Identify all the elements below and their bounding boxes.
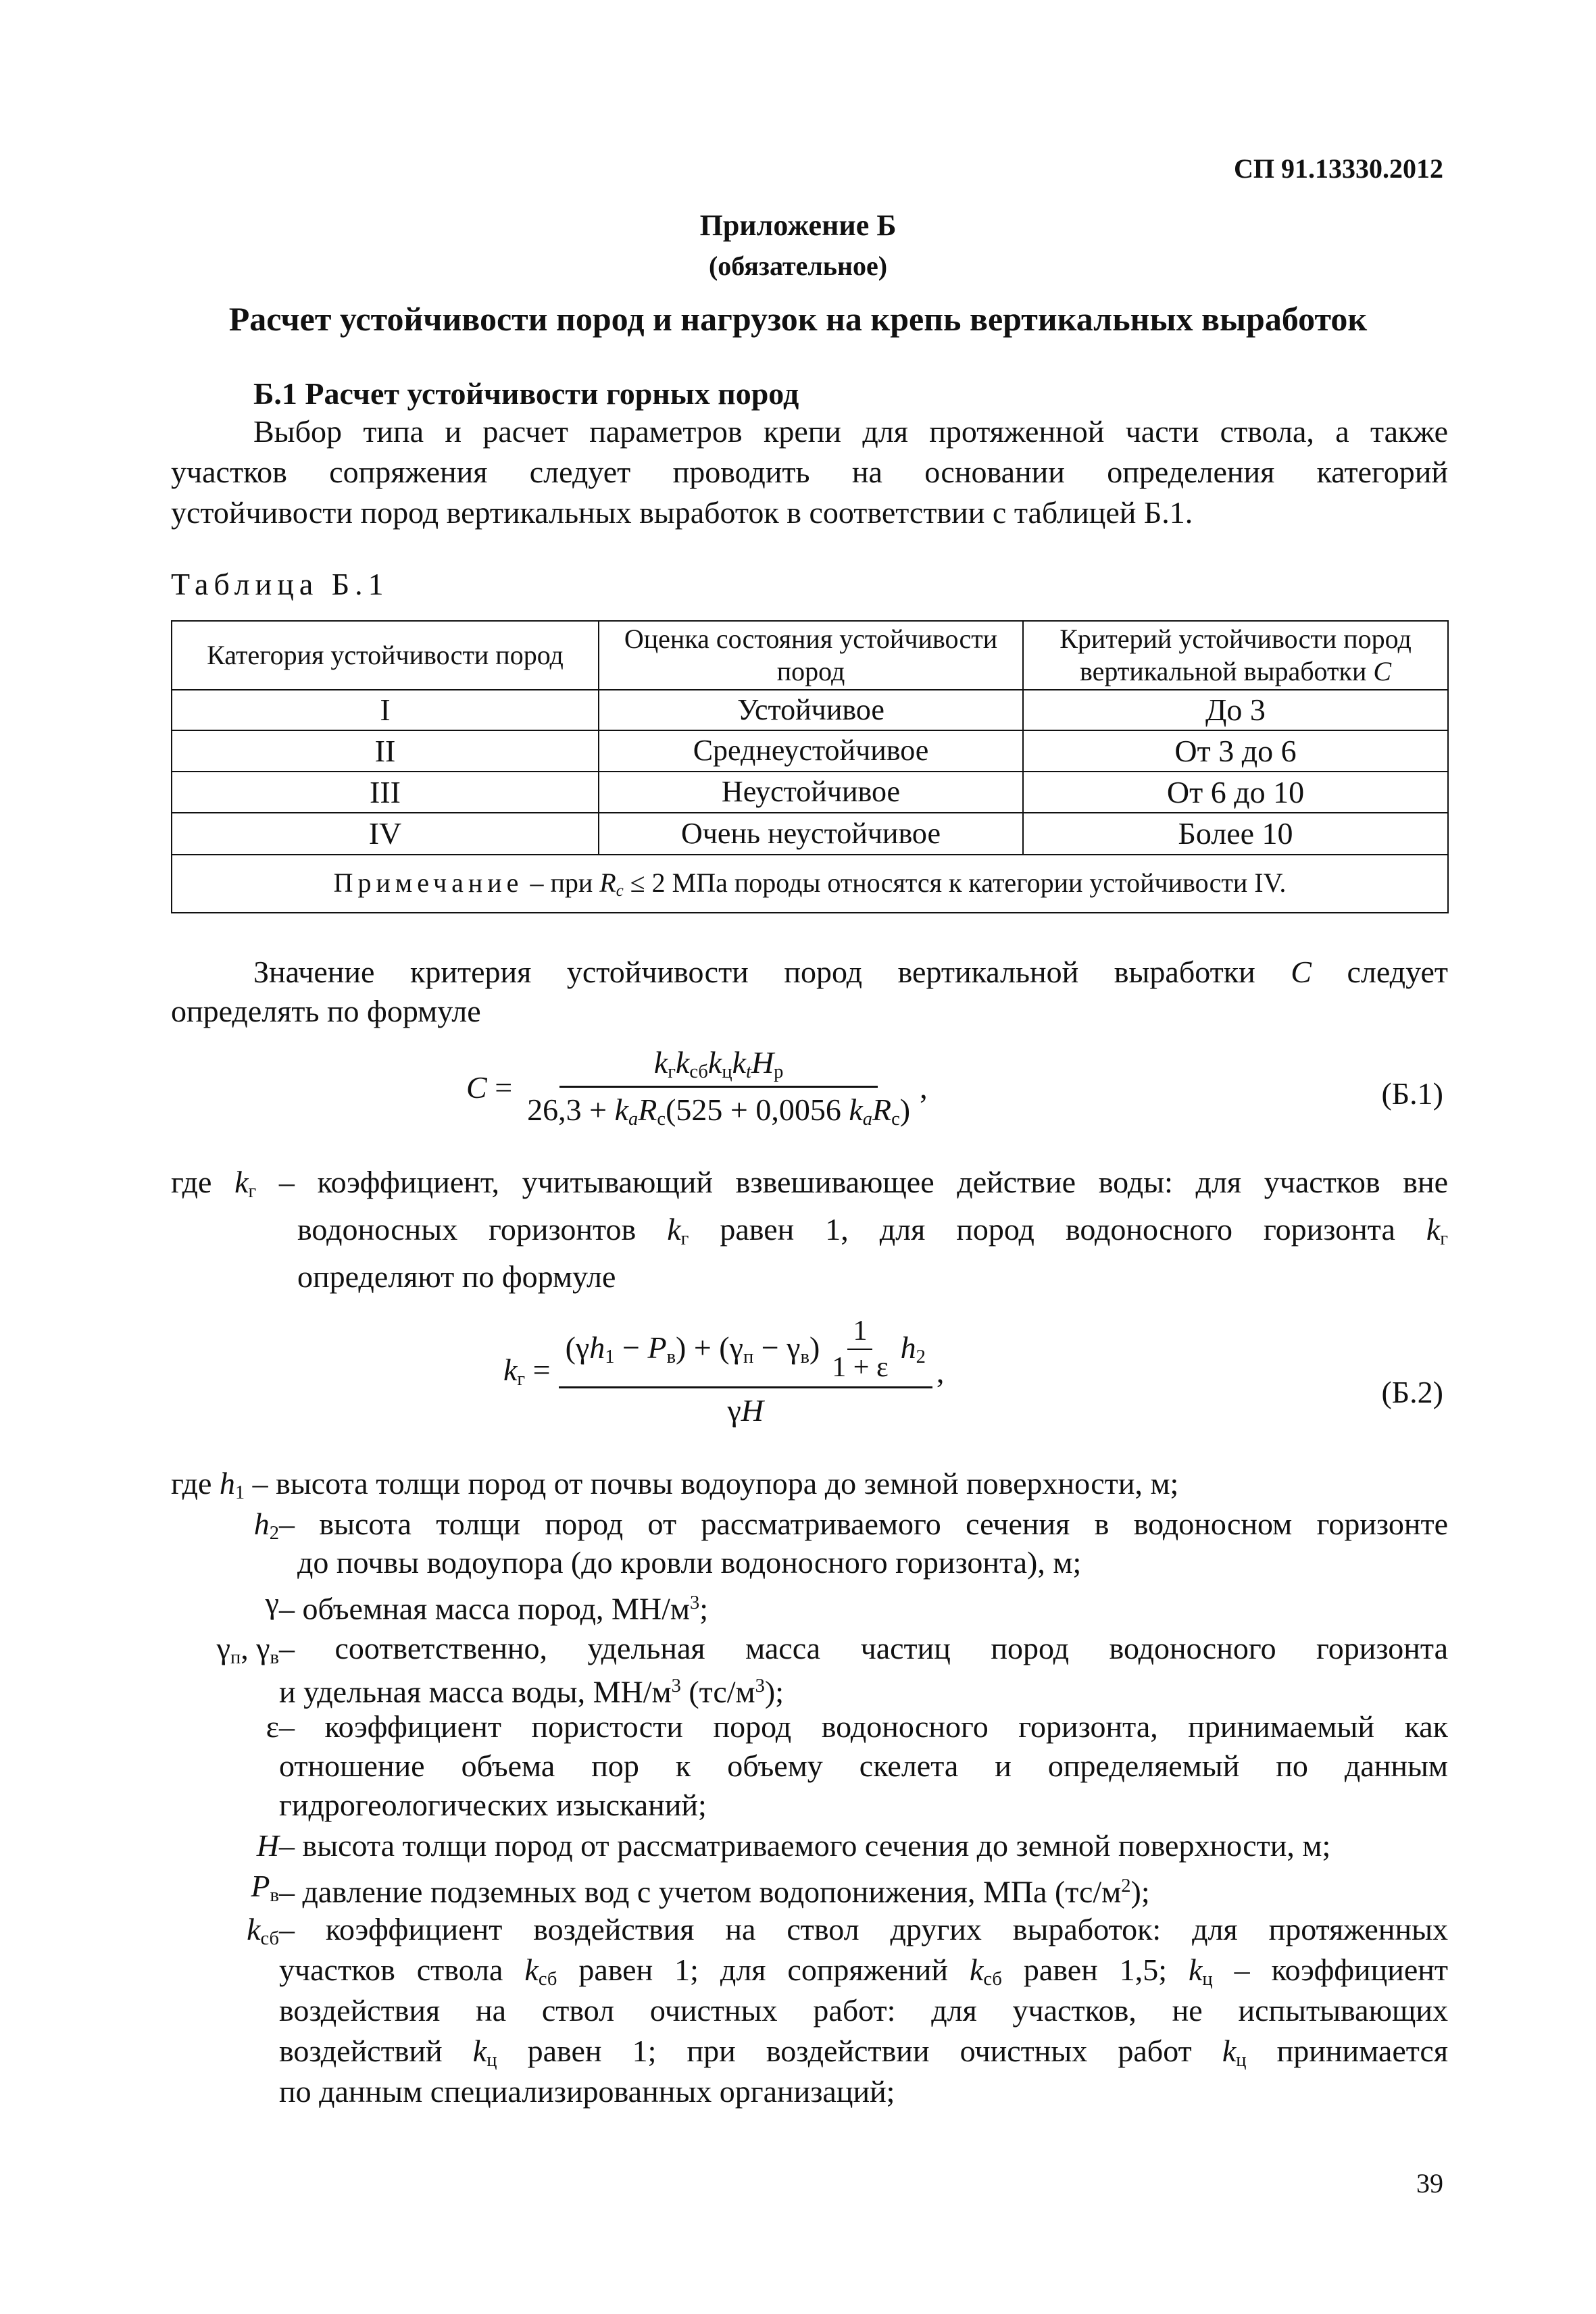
definition-text: – соответственно, удельная масса частиц пород водоносного горизонта [279,1631,1448,1665]
definition-text: воздействий $k_ц$ равен 1; при воздействии очистных работ $k_ц$ принимается [279,2034,1448,2071]
paragraph-line: устойчивости пород вертикальных выработок в соответствии с таблицей Б.1. [171,495,1193,530]
note-subscript: c [616,881,624,900]
table-cell: Неустойчивое [599,772,1023,813]
table-cell: От 3 до 6 [1023,730,1448,772]
paragraph-line [253,954,1448,990]
definition-symbol: γ [265,1586,279,1620]
definition-text: – высота толщи пород от рассматриваемого сечения в водоносном горизонте [279,1507,1448,1541]
definition-text: по данным специализированных организаций; [279,2074,895,2109]
table-cell: Очень неустойчивое [599,813,1023,855]
document-code: СП 91.13330.2012 [1234,153,1443,184]
formula-b1-fraction: $\frac{k_гk_{сб}k_цk_tH_р}{26,3 + k_aR_с(525 + 0,0056 k_aR_с)}$ [527,1045,911,1130]
table-cell: II [172,730,599,772]
criterion-symbol: C [1291,955,1312,989]
definition-kg-line2: водоносных горизонтов $k_г$ равен 1, для пород водоносного горизонта $k_г$ [297,1212,1448,1250]
appendix-subtitle: (обязательное) [708,251,888,281]
table-cell: Устойчивое [599,690,1023,730]
definition-text: воздействия на ствол очистных работ: для участков, не испытывающих [279,1993,1448,2028]
definition-text: отношение объема пор к объему скелета и определяемый по данным [279,1749,1448,1783]
definition-symbol: $P_в$ [251,1869,279,1907]
appendix-title: Приложение Б [699,209,897,242]
table-cell: I [172,690,599,730]
appendix-main-title: Расчет устойчивости пород и нагрузок на крепь вертикальных выработок [228,300,1368,338]
definition-text: гидрогеологических изысканий; [279,1788,707,1822]
criterion-symbol: C [1373,656,1392,686]
definition-text: и удельная масса воды, $МН/м^3$ $(тс/м^3)$; [279,1674,784,1709]
definition-text: – коэффициент воздействия на ствол других выработок: для протяженных [279,1912,1448,1946]
table-header-cell: Оценка состояния устойчивости пород [599,621,1023,690]
table-caption: Таблица Б.1 [171,567,389,601]
table-row [172,730,1448,772]
definition-h1: где $h_1$ – высота толщи пород от почвы водоупора до земной поверхности, м; [171,1466,1179,1504]
definition-kg: где $k_г$ – коэффициент, учитывающий взвешивающее действие воды: для участков вне [171,1165,1448,1203]
definition-symbol: $k_{сб}$ [247,1912,279,1950]
formula-label: (Б.1) [1381,1076,1443,1111]
table-row [172,772,1448,813]
formula-b2: $k_г$ = $(\gamma h_1 - P_в) + (\gamma_п - \gamma_в)$ $\frac{1}{1 + \varepsilon}$ $h_2$ γH , [503,1315,945,1428]
table-header-row [172,621,1448,690]
definition-text: – высота толщи пород от рассматриваемого сечения до земной поверхности, м; [279,1828,1331,1863]
note-text: – при [523,867,600,898]
table-header-cell [1023,621,1448,690]
table-row [172,813,1448,855]
table-cell: До 3 [1023,690,1448,730]
stability-table [171,620,1449,913]
paragraph-line: Выбор типа и расчет параметров крепи для протяженной части ствола, а также [253,414,1448,449]
table-header-cell: Категория устойчивости пород [172,621,599,690]
table-note [172,855,1448,913]
table-cell: Более 10 [1023,813,1448,855]
definition-kg-line3: определяют по формуле [297,1259,616,1294]
note-text: ≤ 2 МПа породы относятся к категории устойчивости IV. [623,867,1287,898]
definition-text: – объемная масса пород, $МН/м^3$; [279,1591,709,1626]
definition-symbol: ε [266,1709,279,1744]
definition-text: – коэффициент пористости пород водоносного горизонта, принимаемый как [279,1709,1448,1744]
paragraph-text: следует [1311,955,1448,989]
definition-text: до почвы водоупора (до кровли водоносного горизонта), м; [297,1545,1082,1580]
note-label: Примечание [333,867,524,898]
formula-b2-fraction: $(\gamma h_1 - P_в) + (\gamma_п - \gamma_в)$ $\frac{1}{1 + \varepsilon}$ $h_2$ γH [559,1315,932,1428]
definition-symbol: $h_2$ [253,1507,279,1544]
table-cell: Среднеустойчивое [599,730,1023,772]
definition-symbol: H [256,1828,279,1863]
table-cell: IV [172,813,599,855]
paragraph-line: участков сопряжения следует проводить на основании определения категорий [171,455,1448,489]
table-header-text: Критерий устойчивости пород вертикальной выработки [1059,624,1412,686]
definition-text: – давление подземных вод с учетом водопонижения, МПа $(тс/м^2)$; [279,1874,1150,1909]
table-cell: III [172,772,599,813]
table-cell: От 6 до 10 [1023,772,1448,813]
definition-text: участков ствола $k_{сб}$ равен 1; для сопряжений $k_{сб}$ равен 1,5; $k_ц$ – коэффициент [279,1953,1448,1990]
section-heading: Б.1 Расчет устойчивости горных пород [253,376,799,411]
table-row [172,690,1448,730]
note-symbol: R [599,867,616,898]
table-note-row [172,855,1448,913]
definition-symbol: $\gamma_п$, $\gamma_в$ [216,1631,279,1669]
formula-label: (Б.2) [1381,1375,1443,1409]
paragraph-text: Значение критерия устойчивости пород вертикальной выработки [253,955,1291,989]
page-number: 39 [1416,2168,1443,2198]
paragraph-line: определять по формуле [171,994,481,1028]
formula-b1: C = $\frac{k_гk_{сб}k_цk_tH_р}{26,3 + k_aR_с(525 + 0,0056 k_aR_с)}$ , [466,1045,928,1130]
